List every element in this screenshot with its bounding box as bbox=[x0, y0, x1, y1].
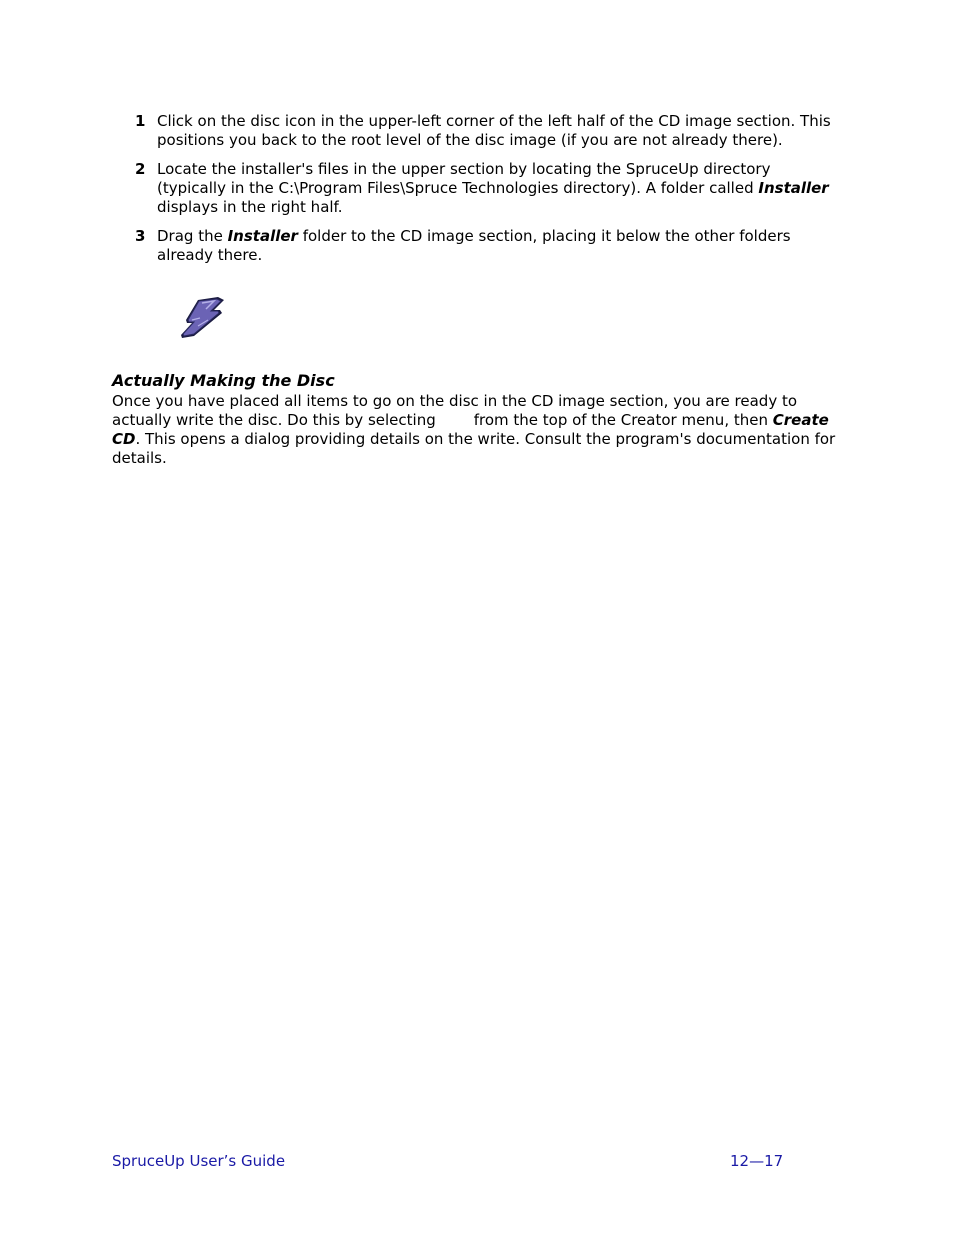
step-emphasis: Installer bbox=[758, 179, 829, 197]
step-text-part: displays in the right half. bbox=[157, 198, 343, 216]
numbered-steps bbox=[135, 112, 835, 275]
lightning-bolt-icon bbox=[178, 296, 226, 340]
step-1 bbox=[135, 112, 835, 150]
step-number: 2 bbox=[135, 160, 146, 178]
paragraph-text: . This opens a dialog providing details on the write. Consult the program's documentation for details. bbox=[112, 430, 836, 467]
section-heading: Actually Making the Disc bbox=[112, 371, 335, 390]
body-paragraph bbox=[112, 392, 837, 468]
step-text bbox=[157, 227, 791, 264]
step-text-part: folder to the CD image section, placing it below the other folders already there. bbox=[157, 227, 791, 264]
paragraph-text: from the top of the Creator menu, then bbox=[473, 411, 773, 429]
footer-title: SpruceUp User’s Guide bbox=[112, 1152, 286, 1170]
paragraph-emphasis: Create CD bbox=[112, 411, 829, 448]
step-text-part: Drag the bbox=[157, 227, 228, 245]
step-number: 1 bbox=[135, 112, 146, 130]
step-emphasis: Installer bbox=[227, 227, 298, 245]
step-number: 3 bbox=[135, 227, 146, 245]
step-text bbox=[157, 160, 829, 216]
footer-page-number: 12—17 bbox=[730, 1152, 784, 1170]
paragraph-text: Once you have placed all items to go on the disc in the CD image section, you are ready to actually write the disc. Do this by selecting bbox=[112, 392, 798, 429]
step-2 bbox=[135, 160, 835, 217]
step-text-part: Locate the installer's files in the upper section by locating the SpruceUp directory (typically in the C:\Program Files\Spruce Technologies directory). A folder called bbox=[157, 160, 771, 197]
step-3 bbox=[135, 227, 835, 265]
step-text: Click on the disc icon in the upper-left corner of the left half of the CD image section. This positions you back to the root level of the disc image (if you are not already there). bbox=[157, 112, 831, 149]
